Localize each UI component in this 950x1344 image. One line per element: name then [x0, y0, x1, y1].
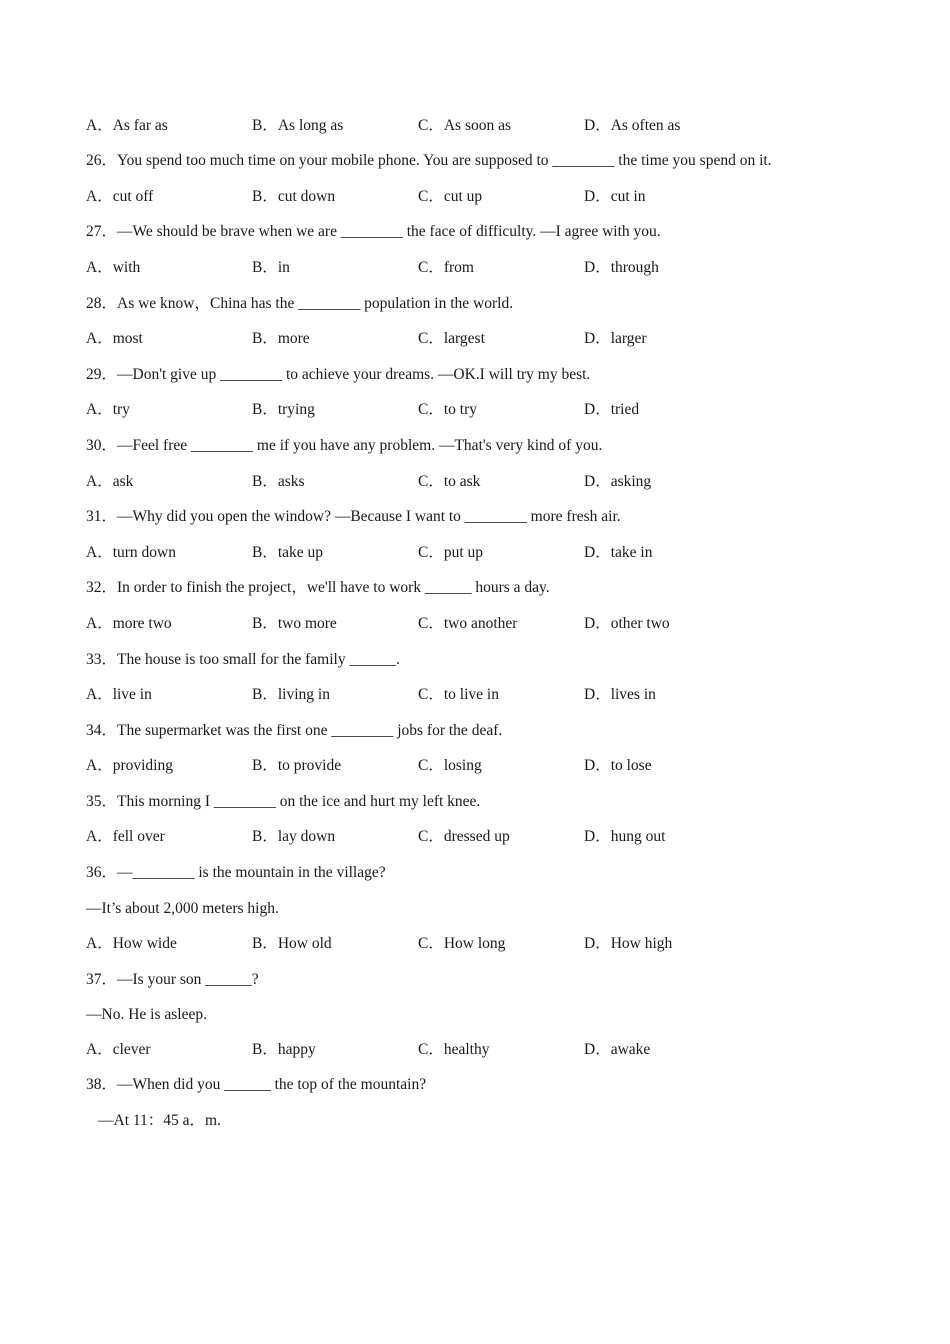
option-a: A．ask	[86, 473, 134, 490]
option-a: A．As far as	[86, 117, 168, 134]
option-c: C．healthy	[418, 1041, 490, 1058]
option-c: C．put up	[418, 544, 484, 561]
question-36: 36．—________ is the mountain in the village?	[86, 864, 386, 881]
option-b: B．asks	[252, 473, 305, 490]
option-b: B．lay down	[252, 828, 336, 845]
option-b: B．happy	[252, 1041, 316, 1058]
question-33: 33．The house is too small for the family ______.	[86, 651, 400, 668]
option-c: C．from	[418, 259, 474, 276]
option-a: A．live in	[86, 686, 152, 703]
option-d: D．lives in	[584, 686, 656, 703]
option-d: D．other two	[584, 615, 670, 632]
option-a: A．turn down	[86, 544, 176, 561]
question-38-reply: —At 11：45 a．m.	[98, 1112, 221, 1129]
option-b: B．cut down	[252, 188, 336, 205]
option-d: D．through	[584, 259, 659, 276]
option-b: B．in	[252, 259, 290, 276]
option-c: C．largest	[418, 330, 485, 347]
option-b: B．take up	[252, 544, 324, 561]
option-d: D．tried	[584, 401, 640, 418]
option-b: B．As long as	[252, 117, 344, 134]
option-d: D．cut in	[584, 188, 646, 205]
option-d: D．larger	[584, 330, 647, 347]
option-b: B．to provide	[252, 757, 342, 774]
option-c: C．to live in	[418, 686, 499, 703]
option-d: D．asking	[584, 473, 652, 490]
question-29: 29．—Don't give up ________ to achieve your dreams. —OK.I will try my best.	[86, 366, 591, 383]
option-c: C．cut up	[418, 188, 483, 205]
question-30: 30．—Feel free ________ me if you have any problem. —That's very kind of you.	[86, 437, 603, 454]
option-c: C．to try	[418, 401, 477, 418]
option-a: A．most	[86, 330, 143, 347]
option-d: D．take in	[584, 544, 653, 561]
option-c: C．As soon as	[418, 117, 512, 134]
option-a: A．try	[86, 401, 130, 418]
option-a: A．cut off	[86, 188, 154, 205]
option-c: C．two another	[418, 615, 518, 632]
question-32: 32．In order to finish the project，we'll have to work ______ hours a day.	[86, 579, 550, 596]
question-27: 27．—We should be brave when we are ________ the face of difficulty. —I agree with you.	[86, 223, 661, 240]
option-b: B．How old	[252, 935, 332, 952]
option-b: B．two more	[252, 615, 337, 632]
question-35: 35．This morning I ________ on the ice and hurt my left knee.	[86, 793, 481, 810]
question-31: 31．—Why did you open the window? —Because I want to ________ more fresh air.	[86, 508, 621, 525]
option-c: C．How long	[418, 935, 506, 952]
question-28: 28．As we know，China has the ________ population in the world.	[86, 295, 514, 312]
option-a: A．more two	[86, 615, 172, 632]
option-b: B．trying	[252, 401, 315, 418]
option-c: C．to ask	[418, 473, 481, 490]
option-d: D．to lose	[584, 757, 652, 774]
question-34: 34．The supermarket was the first one ________ jobs for the deaf.	[86, 722, 503, 739]
question-38: 38．—When did you ______ the top of the mountain?	[86, 1076, 427, 1093]
option-d: D．As often as	[584, 117, 681, 134]
option-c: C．losing	[418, 757, 482, 774]
option-d: D．How high	[584, 935, 673, 952]
option-c: C．dressed up	[418, 828, 510, 845]
question-37-reply: —No. He is asleep.	[86, 1006, 207, 1023]
option-a: A．fell over	[86, 828, 165, 845]
option-a: A．providing	[86, 757, 173, 774]
option-a: A．How wide	[86, 935, 177, 952]
option-a: A．clever	[86, 1041, 151, 1058]
option-b: B．more	[252, 330, 310, 347]
option-b: B．living in	[252, 686, 330, 703]
question-37: 37．—Is your son ______?	[86, 971, 259, 988]
option-d: D．hung out	[584, 828, 666, 845]
option-d: D．awake	[584, 1041, 651, 1058]
question-36-reply: —It’s about 2,000 meters high.	[86, 900, 279, 917]
option-a: A．with	[86, 259, 141, 276]
question-26: 26．You spend too much time on your mobile phone. You are supposed to ________ the time you spend on it.	[86, 152, 772, 169]
